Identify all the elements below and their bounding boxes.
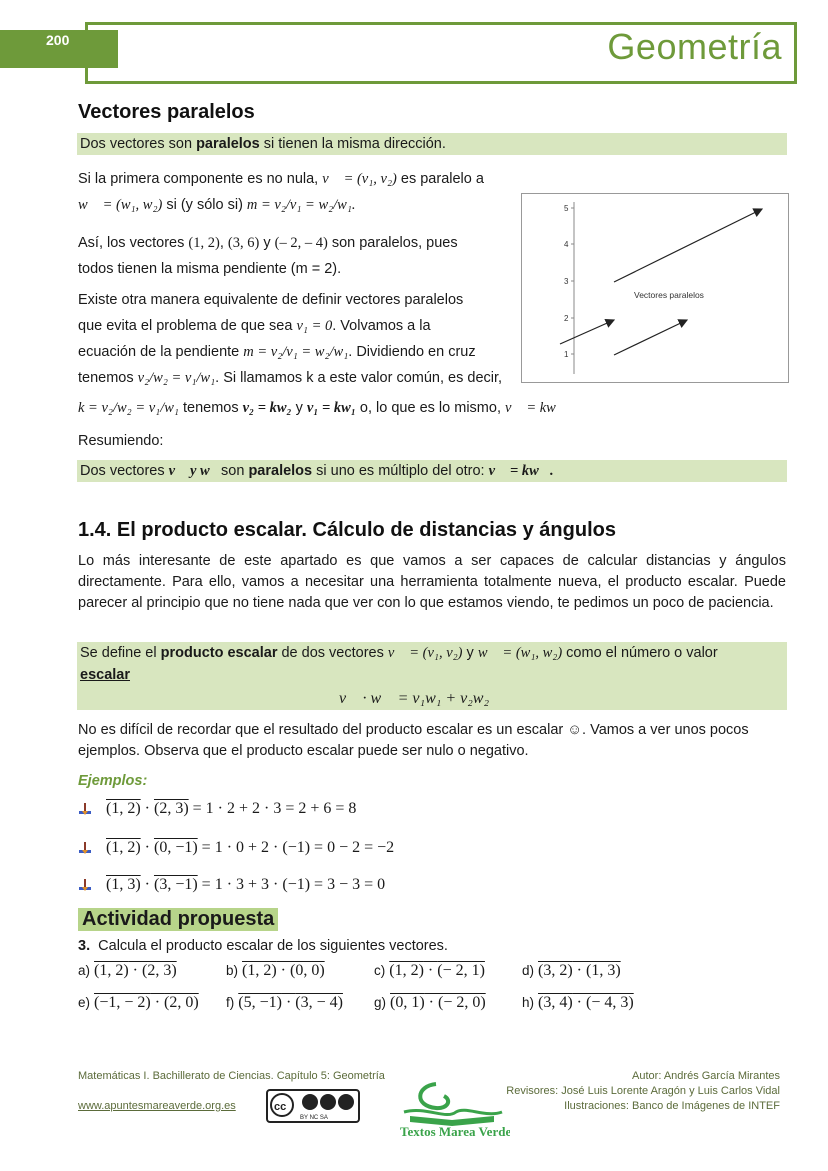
y-tick-1: 1 [564, 350, 569, 359]
pin-icon [78, 878, 92, 892]
section-heading-dot-product: 1.4. El producto escalar. Cálculo de distancias y ángulos [78, 519, 616, 541]
summary-text: Dos vectores v⃗ y w⃗son paralelos si uno es múltiplo del otro: v⃗ = kw⃗. [80, 463, 554, 479]
parallel-paragraph-1: Si la primera componente es no nula, v⃗ = (v₁, v₂) es paralelo a w⃗ = (w₁, w₂) si (y sólo si) m = v₂/v₁ = w₂/w₁. [78, 171, 484, 213]
pin-icon [78, 841, 92, 855]
cc-license-logo [266, 1089, 360, 1123]
y-tick-3: 3 [564, 277, 569, 286]
summary-label: Resumiendo: [78, 433, 164, 449]
y-tick-4: 4 [564, 240, 569, 249]
footer-book-info: Matemáticas I. Bachillerato de Ciencias. Capítulo 5: Geometría [78, 1070, 385, 1082]
y-tick-5: 5 [564, 204, 569, 213]
example-row: (1, 2) · (2, 3) = 1 · 2 + 2 · 3 = 2 + 6 = 8 [78, 800, 356, 818]
dot-definition-text: Se define el producto escalar de dos vectores v⃗ = (v₁, v₂) y w⃗ = (w₁, w₂) como el número o valor escalar [80, 645, 718, 683]
page-number: 200 [46, 32, 70, 48]
activity-item: c) (1, 2) · (− 2, 1) [374, 962, 485, 979]
vector-short-left [560, 320, 614, 344]
activity-item: a) (1, 2) · (2, 3) [78, 962, 177, 979]
activity-item: e) (−1, − 2) · (2, 0) [78, 994, 199, 1011]
section-heading-parallel: Vectores paralelos [78, 101, 255, 123]
pin-icon [78, 802, 92, 816]
cc-icon [268, 1091, 358, 1121]
wave-book-icon [396, 1076, 510, 1138]
activity-statement: 3. Calcula el producto escalar de los siguientes vectores. [78, 938, 448, 954]
activity-title: Actividad propuesta [78, 908, 278, 931]
activity-item: h) (3, 4) · (− 4, 3) [522, 994, 634, 1011]
activity-item: b) (1, 2) · (0, 0) [226, 962, 325, 979]
dot-product-intro: Lo más interesante de este apartado es que vamos a ser capaces de calcular distancias y ángulos directamente. Para ello, vamos a necesitar una herramienta totalmente nueva, el producto escalar. Puede parecer al principio que no tiene nada que ver con lo que estamos viendo, te pedimos un poco de paciencia. [78, 553, 786, 611]
vector-long [614, 209, 762, 282]
footer-website-link[interactable]: www.apuntesmareaverde.org.es [78, 1100, 236, 1112]
textos-marea-verde-logo [396, 1076, 510, 1138]
svg-text:BY NC SA: BY NC SA [300, 1115, 328, 1121]
parallel-paragraph-3: Existe otra manera equivalente de definir vectores paralelos que evita el problema de que sea v₁ = 0. Volvamos a la ecuación de la pendiente m = v₂/v₁ = w₂/w₁. Dividiendo en cruz tenemos v₂/w₂ = v₁/w₁. Si llamamos k a este valor común, es decir, [78, 292, 503, 386]
example-row: (1, 2) · (0, −1) = 1 · 0 + 2 · (−1) = 0 − 2 = −2 [78, 839, 394, 857]
graph-label: Vectores paralelos [634, 290, 704, 300]
parallel-paragraph-3-last: k = v₂/w₂ = v₁/w₁ tenemos v₂ = kw₂ y v₁ = kw₁ o, lo que es lo mismo, v⃗ = kw⃗ [78, 400, 568, 416]
activity-item: f) (5, −1) · (3, − 4) [226, 994, 343, 1011]
vector-short-right [614, 320, 687, 355]
example-row: (1, 3) · (3, −1) = 1 · 3 + 3 · (−1) = 3 − 3 = 0 [78, 876, 385, 894]
chapter-title: Geometría [607, 26, 782, 67]
parallel-vectors-graph [521, 193, 789, 383]
parallel-paragraph-2: Así, los vectores (1, 2), (3, 6) y (– 2, – 4) son paralelos, pues todos tienen la misma pendiente (m = 2). [78, 235, 458, 277]
examples-label: Ejemplos: [78, 773, 148, 789]
graph-svg [522, 194, 788, 382]
footer-author: Autor: Andrés García Mirantes [632, 1070, 780, 1082]
footer-illustrations: Ilustraciones: Banco de Imágenes de INTEF [564, 1100, 780, 1112]
activity-item: g) (0, 1) · (− 2, 0) [374, 994, 486, 1011]
definition-text: Dos vectores son paralelos si tienen la misma dirección. [80, 136, 446, 152]
dot-after-text: No es difícil de recordar que el resultado del producto escalar es un escalar ☺. Vamos a ver unos pocos ejemplos. Observa que el producto escalar puede ser nulo o negativo. [78, 722, 749, 759]
y-tick-2: 2 [564, 314, 569, 323]
dot-formula: v⃗ · w⃗ = v₁w₁ + v₂w₂ [338, 690, 490, 707]
svg-text:cc: cc [274, 1101, 287, 1113]
activity-item: d) (3, 2) · (1, 3) [522, 962, 621, 979]
svg-text:Textos Marea Verde: Textos Marea Verde [400, 1124, 510, 1138]
footer-reviewers: Revisores: José Luis Lorente Aragón y Luis Carlos Vidal [506, 1085, 780, 1097]
